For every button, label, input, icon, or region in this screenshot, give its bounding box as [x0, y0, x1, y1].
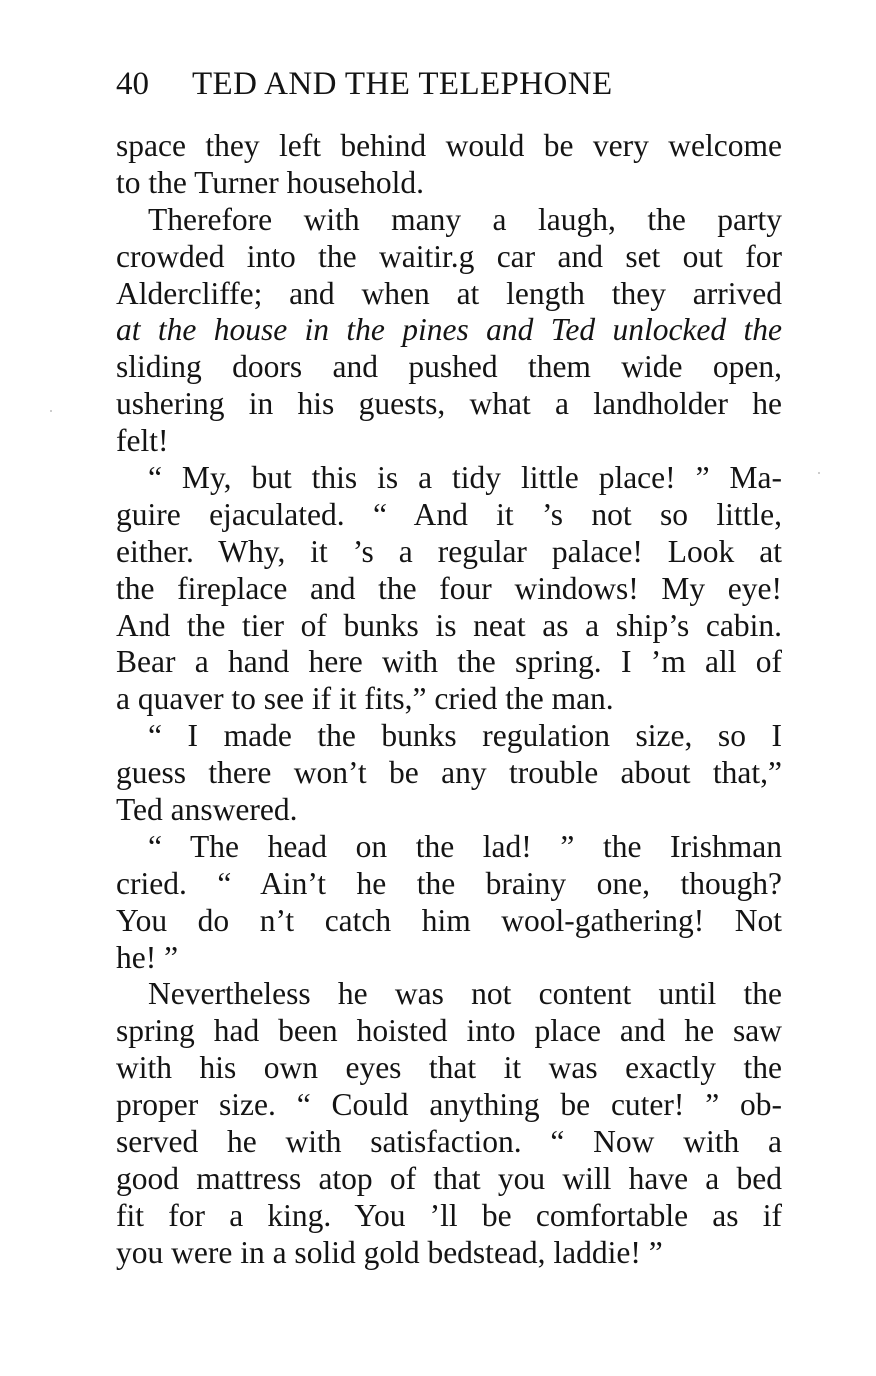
- text-line: served he with satisfaction. “ Now with a: [116, 1124, 782, 1160]
- text-line: space they left behind would be very welcome: [116, 128, 782, 163]
- text-line: Therefore with many a laugh, the party: [148, 201, 782, 237]
- text-line: ushering in his guests, what a landholder he: [116, 386, 782, 422]
- text-line: a quaver to see if it fits,” cried the man.: [116, 681, 614, 717]
- text-line: Nevertheless he was not content until the: [148, 976, 782, 1012]
- text-line: good mattress atop of that you will have a bed: [116, 1160, 782, 1196]
- running-head: [116, 64, 696, 104]
- body-text: [116, 128, 782, 1272]
- text-line: with his own eyes that it was exactly the: [116, 1050, 782, 1086]
- text-line: the fireplace and the four windows! My eye!: [116, 570, 782, 606]
- text-line: Ted answered.: [116, 792, 298, 828]
- text-line: felt!: [116, 423, 169, 459]
- text-line: And the tier of bunks is neat as a ship’s cabin.: [116, 607, 782, 643]
- text-line: proper size. “ Could anything be cuter! ” ob-: [116, 1087, 782, 1123]
- text-line: “ My, but this is a tidy little place! ” Ma-: [148, 460, 782, 496]
- text-line: guire ejaculated. “ And it ’s not so little,: [116, 496, 782, 532]
- text-line: to the Turner household.: [116, 164, 425, 200]
- text-line: Bear a hand here with the spring. I ’m all of: [116, 644, 782, 680]
- scan-speck: [50, 410, 52, 412]
- page-number: 40: [116, 66, 149, 102]
- text-line: guess there won’t be any trouble about that,”: [116, 755, 782, 791]
- text-line: either. Why, it ’s a regular palace! Look at: [116, 533, 782, 569]
- text-line: You do n’t catch him wool-gathering! Not: [116, 902, 782, 938]
- text-line: crowded into the waitir.g car and set out for: [116, 238, 782, 274]
- text-line: “ The head on the lad! ” the Irishman: [148, 828, 782, 864]
- text-line: at the house in the pines and Ted unlocked the: [116, 312, 782, 348]
- text-line: fit for a king. You ’ll be comfortable as if: [116, 1197, 782, 1233]
- text-line: you were in a solid gold bedstead, laddie! ”: [116, 1234, 663, 1270]
- text-line: sliding doors and pushed them wide open,: [116, 349, 782, 385]
- text-line: cried. “ Ain’t he the brainy one, though?: [116, 865, 782, 901]
- running-title: TED AND THE TELEPHONE: [192, 66, 613, 102]
- text-line: “ I made the bunks regulation size, so I: [148, 718, 782, 754]
- scan-speck: [818, 472, 820, 474]
- text-line: spring had been hoisted into place and he saw: [116, 1013, 782, 1049]
- text-line: Aldercliffe; and when at length they arrived: [116, 275, 782, 311]
- text-line: he! ”: [116, 939, 179, 975]
